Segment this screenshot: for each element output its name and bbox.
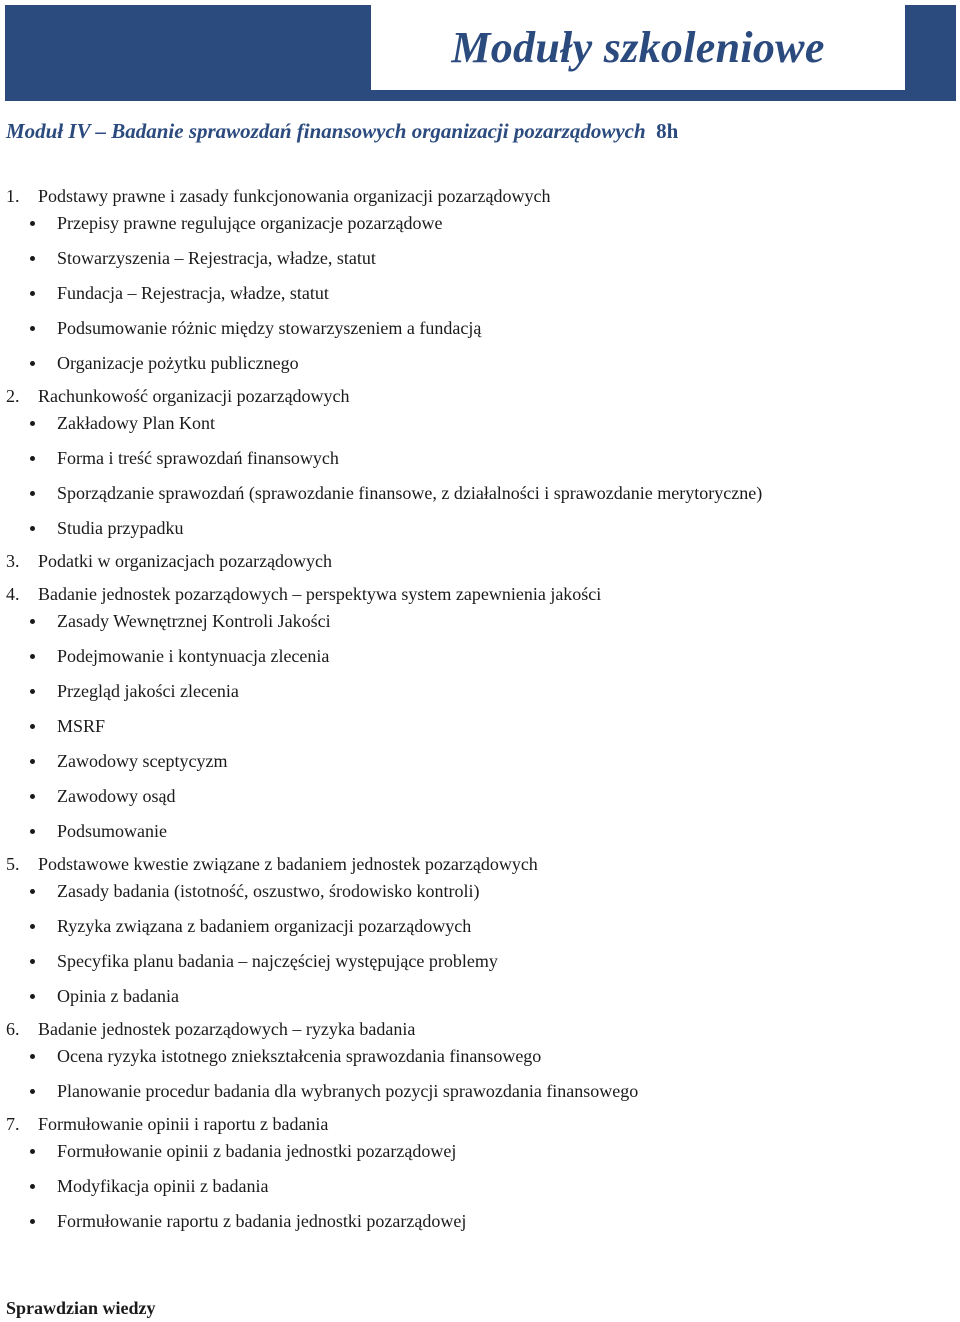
- bullet-icon: [30, 724, 35, 729]
- module-content: [0, 185, 960, 1243]
- list-item-text: Ocena ryzyka istotnego zniekształcenia sprawozdania finansowego: [57, 1046, 542, 1066]
- section-number: 5.: [6, 854, 20, 874]
- section-5: [0, 853, 960, 1007]
- bullet-icon: [30, 1149, 35, 1154]
- section-title: Badanie jednostek pozarządowych – perspektywa system zapewnienia jakości: [38, 584, 602, 604]
- bullet-icon: [30, 924, 35, 929]
- list-item: [0, 447, 960, 469]
- bullet-icon: [30, 1054, 35, 1059]
- section-6: [0, 1018, 960, 1102]
- list-item: [0, 1045, 960, 1067]
- list-item: [0, 1140, 960, 1162]
- list-item: [0, 412, 960, 434]
- list-item-text: Zawodowy osąd: [57, 786, 176, 806]
- bullet-icon: [30, 959, 35, 964]
- bullet-icon: [30, 326, 35, 331]
- list-item-text: Organizacje pożytku publicznego: [57, 353, 299, 373]
- list-item-text: Stowarzyszenia – Rejestracja, władze, statut: [57, 248, 376, 268]
- list-item: [0, 352, 960, 374]
- list-item-text: Podsumowanie różnic między stowarzyszeniem a fundacją: [57, 318, 482, 338]
- bullet-icon: [30, 1184, 35, 1189]
- bullet-icon: [30, 889, 35, 894]
- bullet-icon: [30, 421, 35, 426]
- bullet-list: [0, 880, 960, 1007]
- knowledge-test-label: Sprawdzian wiedzy: [6, 1298, 156, 1318]
- bullet-list: [0, 412, 960, 539]
- section-number: 3.: [6, 551, 20, 571]
- list-item: [0, 282, 960, 304]
- list-item: [0, 680, 960, 702]
- list-item-text: Specyfika planu badania – najczęściej występujące problemy: [57, 951, 498, 971]
- list-item-text: MSRF: [57, 716, 106, 736]
- list-item: [0, 317, 960, 339]
- module-title: Moduł IV – Badanie sprawozdań finansowych organizacji pozarządowych: [6, 119, 646, 143]
- title-box: [371, 5, 905, 90]
- section-title: Podstawowe kwestie związane z badaniem jednostek pozarządowych: [38, 854, 538, 874]
- section-2: [0, 385, 960, 539]
- list-item-text: Zakładowy Plan Kont: [57, 413, 215, 433]
- bullet-list: [0, 610, 960, 842]
- list-item: [0, 820, 960, 842]
- bullet-icon: [30, 794, 35, 799]
- bullet-list: [0, 1140, 960, 1232]
- section-3: [0, 550, 960, 572]
- bullet-icon: [30, 291, 35, 296]
- list-item: [0, 750, 960, 772]
- bullet-list: [0, 212, 960, 374]
- bullet-icon: [30, 759, 35, 764]
- module-hours: 8h: [656, 119, 679, 143]
- bullet-icon: [30, 654, 35, 659]
- list-item-text: Podsumowanie: [57, 821, 167, 841]
- section-title: Podatki w organizacjach pozarządowych: [38, 551, 333, 571]
- list-item: [0, 1210, 960, 1232]
- list-item-text: Sporządzanie sprawozdań (sprawozdanie finansowe, z działalności i sprawozdanie merytoryczne): [57, 483, 763, 503]
- page-title: Moduły szkoleniowe: [451, 23, 825, 72]
- list-item-text: Opinia z badania: [57, 986, 179, 1006]
- section-heading: [6, 853, 960, 875]
- bullet-icon: [30, 829, 35, 834]
- title-banner: [5, 5, 956, 101]
- list-item: [0, 785, 960, 807]
- bullet-icon: [30, 221, 35, 226]
- bullet-icon: [30, 1219, 35, 1224]
- bullet-icon: [30, 456, 35, 461]
- section-heading: [6, 1018, 960, 1040]
- list-item-text: Forma i treść sprawozdań finansowych: [57, 448, 339, 468]
- list-item-text: Przepisy prawne regulujące organizacje pozarządowe: [57, 213, 443, 233]
- section-title: Badanie jednostek pozarządowych – ryzyka badania: [38, 1019, 416, 1039]
- bullet-icon: [30, 994, 35, 999]
- section-1: [0, 185, 960, 374]
- list-item-text: Zasady Wewnętrznej Kontroli Jakości: [57, 611, 331, 631]
- section-title: Rachunkowość organizacji pozarządowych: [38, 386, 350, 406]
- list-item: [0, 247, 960, 269]
- section-heading: [6, 583, 960, 605]
- bullet-icon: [30, 1089, 35, 1094]
- list-item: [0, 212, 960, 234]
- bullet-icon: [30, 361, 35, 366]
- list-item-text: Zasady badania (istotność, oszustwo, środowisko kontroli): [57, 881, 480, 901]
- list-item-text: Planowanie procedur badania dla wybranych pozycji sprawozdania finansowego: [57, 1081, 639, 1101]
- bullet-icon: [30, 689, 35, 694]
- section-4: [0, 583, 960, 842]
- bullet-icon: [30, 526, 35, 531]
- bullet-icon: [30, 491, 35, 496]
- list-item: [0, 482, 960, 504]
- section-number: 2.: [6, 386, 20, 406]
- list-item: [0, 880, 960, 902]
- section-number: 6.: [6, 1019, 20, 1039]
- list-item: [0, 985, 960, 1007]
- bullet-icon: [30, 619, 35, 624]
- section-heading: [6, 385, 960, 407]
- section-heading: [6, 185, 960, 207]
- list-item-text: Modyfikacja opinii z badania: [57, 1176, 269, 1196]
- list-item-text: Przegląd jakości zlecenia: [57, 681, 239, 701]
- list-item: [0, 950, 960, 972]
- module-heading: [6, 119, 678, 144]
- list-item: [0, 645, 960, 667]
- list-item: [0, 1080, 960, 1102]
- list-item-text: Fundacja – Rejestracja, władze, statut: [57, 283, 329, 303]
- list-item-text: Zawodowy sceptycyzm: [57, 751, 228, 771]
- list-item: [0, 1175, 960, 1197]
- section-heading: [6, 1113, 960, 1135]
- list-item: [0, 915, 960, 937]
- bullet-list: [0, 1045, 960, 1102]
- section-number: 7.: [6, 1114, 20, 1134]
- list-item-text: Formułowanie raportu z badania jednostki pozarządowej: [57, 1211, 467, 1231]
- list-item: [0, 610, 960, 632]
- section-title: Formułowanie opinii i raportu z badania: [38, 1114, 329, 1134]
- bullet-icon: [30, 256, 35, 261]
- list-item-text: Podejmowanie i kontynuacja zlecenia: [57, 646, 330, 666]
- section-7: [0, 1113, 960, 1232]
- section-title: Podstawy prawne i zasady funkcjonowania organizacji pozarządowych: [38, 186, 551, 206]
- list-item-text: Ryzyka związana z badaniem organizacji pozarządowych: [57, 916, 472, 936]
- list-item: [0, 517, 960, 539]
- list-item-text: Studia przypadku: [57, 518, 184, 538]
- section-number: 1.: [6, 186, 20, 206]
- section-heading: [6, 550, 960, 572]
- list-item-text: Formułowanie opinii z badania jednostki pozarządowej: [57, 1141, 457, 1161]
- list-item: [0, 715, 960, 737]
- section-number: 4.: [6, 584, 20, 604]
